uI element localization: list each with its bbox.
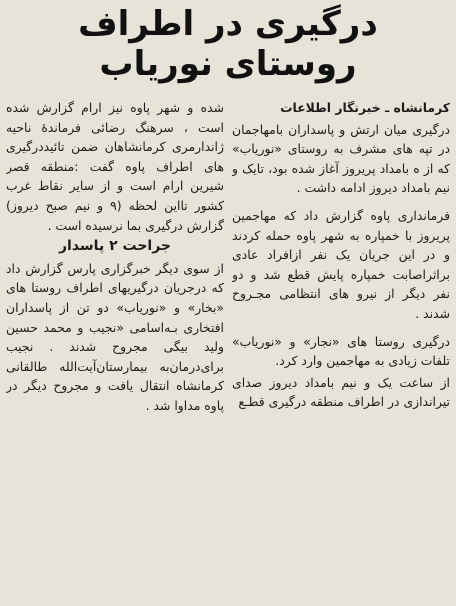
subheading: جراحت ۲ پاسدار (58, 238, 172, 255)
left-column (6, 98, 224, 602)
headline-line-2: روستای نوریاب (99, 44, 357, 85)
paragraph: درگیری میان ارتش و پاسداران بامهاجمان در تپه های مشرف به روستای «نوریاب» که از ه بامداد پریروز آغاز شده بود، تایک و نیم بامداد دیروز ادامه داشت . (232, 121, 450, 196)
right-column (232, 98, 450, 602)
paragraph: شده و شهر پاوه نیز ارام گزارش شده است ، سرهنگ رضائی فرماندهٔ ناحیه ژاندارمری کرمانشاهان ضمن تائیددرگیری های اطراف پاوه گفت :منطقه قصر شیرین ارام است و از سایر نقاط غرب کشور تااین لحظه (۹ و نیم صبح دیروز) گزارش درگیری بما نرسیده است . (6, 100, 224, 233)
paragraph: از سوی دیگر خبرگزاری پارس گزارش داد که درجریان درگیریهای اطراف روستا های «بخار» و «نوریاب» دو تن از پاسداران افتخاری بـه‌اسامی «نجیب و محمد حسین ولید بیگی مجروح شدند . نجیب برای‌درمان‌به بیمارستان‌آیت‌الله طالقانی کرمانشاه انتقال یافت و مجروح دیگر در پاوه مداوا شد . (6, 260, 224, 413)
dateline: کرمانشاه ـ خبرنگار اطلاعات (280, 100, 450, 115)
article-columns (6, 98, 450, 602)
paragraph: فرمانداری پاوه گزارش داد که مهاجمین پریروز با خمپاره به شهر پاوه حمله کردند و در این جریان یک نفر ازافراد عادی براثراصابت خمپاره پایش قطع شد و دو نفر دیگر از نیرو های انتظامی مجـروح شدند . (232, 207, 450, 321)
headline (8, 4, 448, 84)
paragraph: از ساعت یک و نیم بامداد دیروز صدای تیراندازی در اطراف منطقه درگیری قطـع (232, 374, 450, 410)
headline-line-1: درگیری در اطراف (78, 4, 378, 44)
paragraph: درگیری روستا های «نجار» و «نوریاب» تلفات زیادی به مهاجمین وارد کرد. (232, 333, 450, 369)
